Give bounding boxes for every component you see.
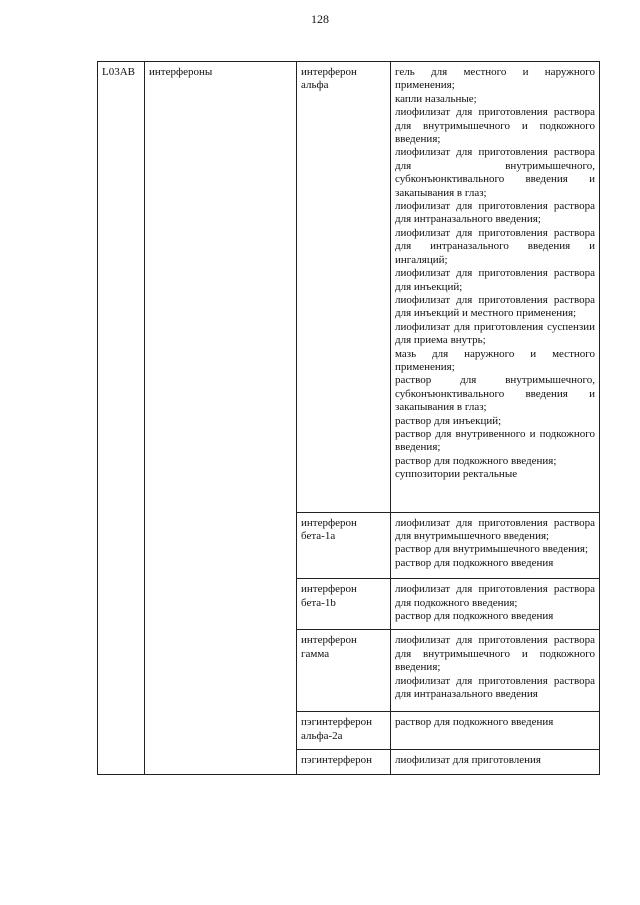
dosage-form-item: капли назальные; [395, 92, 477, 105]
dosage-form-item: раствор для подкожного введения [395, 610, 554, 623]
drug-name-line: интерферон [301, 66, 357, 78]
dosage-form-item: лиофилизат для приготовления суспензии для приема внутрь; [395, 320, 595, 347]
dosage-form-item: гель для местного и наружного применения; [395, 66, 595, 92]
drug-name-line: бета-1b [301, 596, 336, 609]
dosage-forms-cell [391, 512, 600, 579]
group-name-cell: интерфероны [145, 62, 297, 775]
page-number: 128 [311, 12, 329, 26]
dosage-form-item: лиофилизат для приготовления раствора для внутримышечного и подкожного введения; [395, 634, 595, 674]
dosage-form-item: мазь для наружного и местного применения; [395, 347, 595, 373]
drug-name-line: пэгинтерферон [301, 754, 372, 767]
dosage-form-item: раствор для инъекций; [395, 414, 502, 427]
drug-name-line: интерферон [301, 583, 357, 596]
dosage-form-item: раствор для подкожного введения [395, 556, 554, 569]
dosage-form-item: лиофилизат для приготовления раствора для внутримышечного, субконъюнктивального введения и закапывания в глаз; [395, 146, 595, 199]
drug-name-cell [297, 579, 391, 630]
drug-name-line: альфа [301, 79, 329, 92]
dosage-form-item: раствор для внутримышечного введения; [395, 543, 589, 556]
drug-name-cell [297, 712, 391, 750]
table-body [98, 62, 600, 775]
dosage-form-item: лиофилизат для приготовления раствора для интраназального введения [395, 674, 595, 701]
dosage-forms-cell [391, 712, 600, 750]
drug-name-cell [297, 512, 391, 579]
dosage-forms-cell [391, 579, 600, 630]
dosage-forms-cell [391, 630, 600, 712]
dosage-forms-cell [391, 750, 600, 774]
atc-code-cell: L03AB [98, 62, 145, 775]
drug-name-line: пэгинтерферон [301, 716, 372, 729]
dosage-form-item: лиофилизат для приготовления раствора для инъекций и местного применения; [395, 293, 595, 320]
dosage-form-item: лиофилизат для приготовления раствора для инъекций; [395, 267, 595, 293]
table-row [98, 62, 600, 513]
dosage-form-item: раствор для внутривенного и подкожного введения; [395, 427, 595, 454]
dosage-form-item: раствор для внутримышечного, субконъюнктивального введения и закапывания в глаз; [395, 374, 595, 414]
drug-name-cell [297, 62, 391, 513]
dosage-form-item: лиофилизат для приготовления раствора для подкожного введения; [395, 583, 595, 609]
drug-name-cell [297, 750, 391, 774]
drug-name-cell [297, 630, 391, 712]
dosage-form-item: лиофилизат для приготовления раствора для внутримышечного введения; [395, 516, 595, 542]
drug-name-line: гамма [301, 647, 330, 660]
dosage-form-item: лиофилизат для приготовления раствора для внутримышечного и подкожного введения; [395, 106, 595, 146]
dosage-forms-cell [391, 62, 600, 513]
drug-table [97, 61, 600, 775]
dosage-form-item: лиофилизат для приготовления раствора для интраназального введения и ингаляций; [395, 226, 595, 266]
dosage-form-item: раствор для подкожного введения [395, 716, 554, 729]
dosage-form-item: лиофилизат для приготовления [395, 754, 541, 767]
dosage-form-item: раствор для подкожного введения; [395, 454, 557, 467]
dosage-form-item: суппозитории ректальные [395, 468, 518, 481]
drug-name-line: интерферон [301, 634, 357, 647]
drug-name-line: альфа-2a [301, 729, 343, 742]
drug-name-line: интерферон [301, 516, 357, 529]
dosage-form-item: лиофилизат для приготовления раствора для интраназального введения; [395, 200, 595, 226]
drug-name-line: бета-1a [301, 530, 336, 542]
